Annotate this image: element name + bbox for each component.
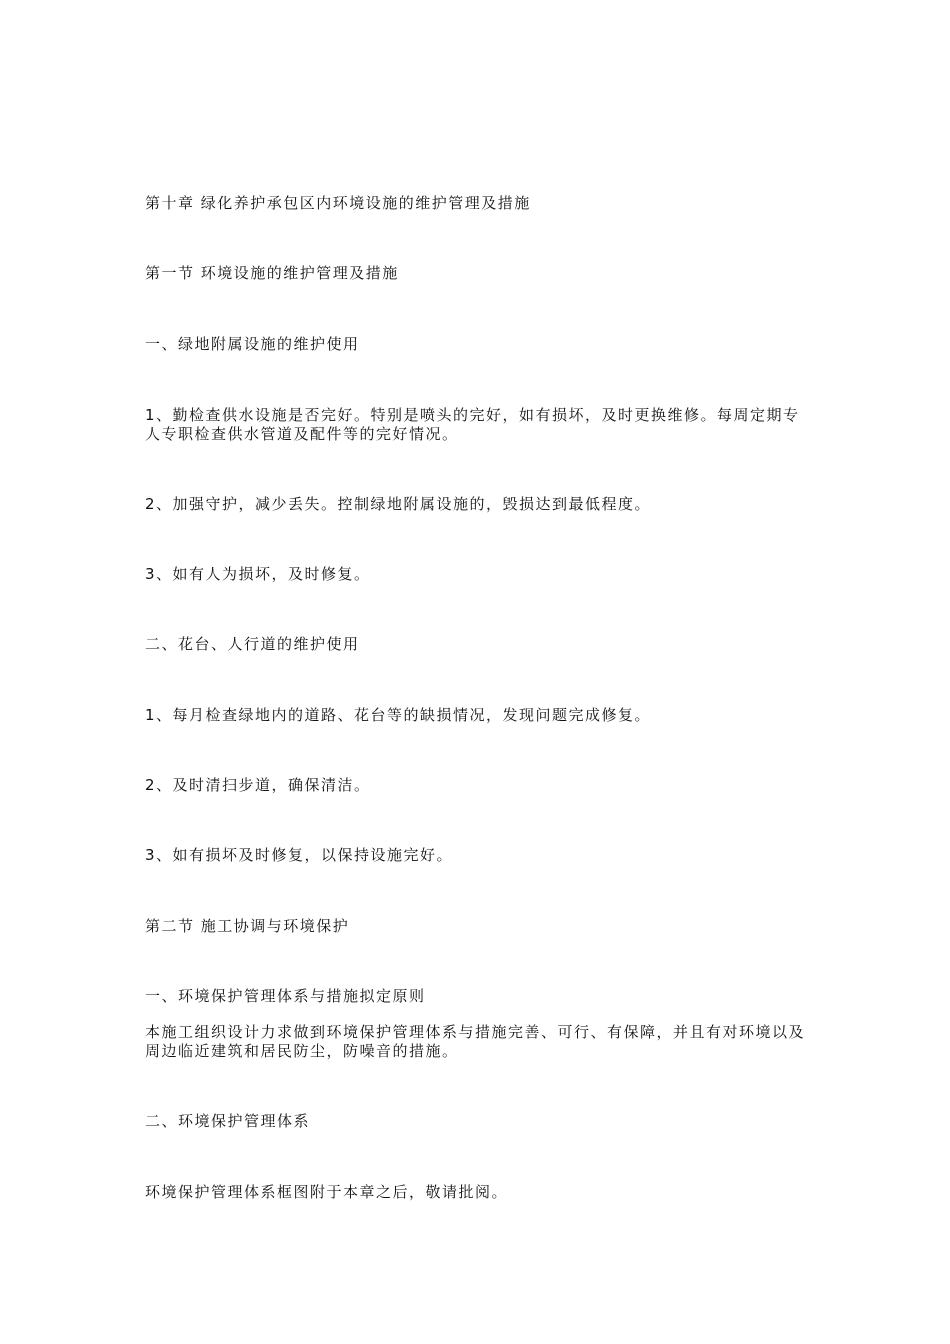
subsection-title-env-principles: 一、环境保护管理体系与措施拟定原则 [145,987,426,1005]
paragraph-guard-facilities: 2、加强守护，减少丢失。控制绿地附属设施的，毁损达到最低程度。 [145,495,652,513]
paragraph-water-supply-check: 1、勤检查供水设施是否完好。特别是喷头的完好，如有损坏，及时更换维修。每周定期专人专职检查供水管道及配件等的完好情况。 [145,406,800,443]
section-title-1: 第一节 环境设施的维护管理及措施 [145,264,399,282]
chapter-title: 第十章 绿化养护承包区内环境设施的维护管理及措施 [145,194,531,212]
paragraph-timely-repair: 3、如有损坏及时修复，以保持设施完好。 [145,846,454,864]
paragraph-repair-damage: 3、如有人为损坏，及时修复。 [145,565,371,583]
paragraph-sweep-walkways: 2、及时清扫步道，确保清洁。 [145,776,371,794]
paragraph-monthly-inspection: 1、每月检查绿地内的道路、花台等的缺损情况，发现问题完成修复。 [145,706,652,724]
section-title-2: 第二节 施工协调与环境保护 [145,917,350,935]
subsection-title-flower-beds-walkways: 二、花台、人行道的维护使用 [145,635,360,653]
paragraph-env-principles: 本施工组织设计力求做到环境保护管理体系与措施完善、可行、有保障，并且有对环境以及周边临近建筑和居民防尘，防噪音的措施。 [145,1023,806,1060]
subsection-title-env-system: 二、环境保护管理体系 [145,1112,311,1130]
subsection-title-attached-facilities: 一、绿地附属设施的维护使用 [145,335,360,353]
paragraph-env-system: 环境保护管理体系框图附于本章之后，敬请批阅。 [145,1183,509,1201]
